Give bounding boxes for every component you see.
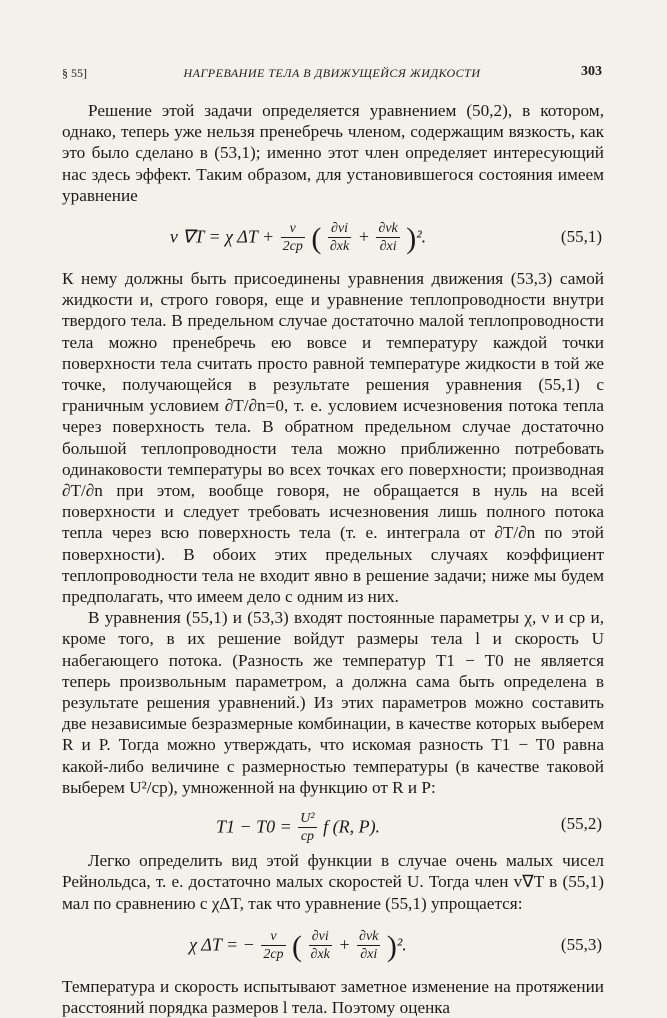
eq3-t1-num: ∂vi (309, 929, 332, 946)
eq1-t1-num: ∂vi (328, 221, 351, 238)
eq1-lhs: v ∇T = χ ΔT + (169, 226, 275, 247)
eq1-term2 (376, 221, 399, 256)
eq1-t2-num: ∂vk (378, 221, 398, 237)
eq2-frac-num: U² (300, 811, 315, 827)
eq3-plus: + (338, 934, 351, 955)
paragraph-5: Температура и скорость испытывают заметное изменение на протяжении расстояний порядка размеров l тела. Поэтому оценка (62, 976, 604, 1017)
page-number: 303 (581, 64, 602, 79)
eq1-plus: + (357, 226, 370, 247)
equation-number-55-2: (55,2) (560, 814, 602, 834)
eq3-close-paren: ) (386, 929, 397, 963)
paragraph-2: К нему должны быть присоединены уравнения движения (53,3) самой жидкости и, строго говоря, еще и уравнение теплопроводности внутри твердого тела. В предельном случае достаточно малой теплопроводности тела можно пренебречь ею вовсе и температуру каждой точки поверхности тела считать просто равной температуре жидкости в той же точке, получающейся в результате решения уравнения (55,1) с граничным условием ∂T/∂n=0, т. е. условием исчезновения потока тепла через поверхность тела. В обратном предельном случае достаточно большой теплопроводности тела можно приближенно потребовать одинаковости температуры во всех точках его поверхности; производная ∂T/∂n при этом, вообще говоря, не обращается в нуль на всей поверхности и следует требовать исчезновения лишь полного потока тепла через всю поверхность тела (т. е. интеграла от ∂T/∂n по этой поверхности). В обоих этих предельных случаях коэффициент теплопроводности тела не входит явно в решение задачи; ниже мы будем предполагать, что имеем дело с одним из них. (62, 269, 604, 607)
running-header (60, 62, 604, 84)
equation-55-3-body (62, 929, 534, 964)
eq1-t2-den: ∂xi (379, 239, 397, 255)
paragraph-4: Легко определить вид этой функции в случае очень малых чисел Рейнольдса, т. е. достаточно малых скоростей U. Тогда член v∇T в (55,1) мал по сравнению с χΔT, так что уравнение (55,1) упрощается: (62, 851, 604, 913)
eq2-lhs: T1 − T0 = (215, 816, 292, 837)
eq2-fraction (298, 811, 316, 846)
eq3-lhs: χ ΔT = − (189, 934, 255, 955)
section-number: § 55] (62, 66, 87, 80)
eq3-t2-num: ∂vk (359, 928, 379, 944)
equation-55-2-body (62, 811, 534, 846)
paragraph-1: Решение этой задачи определяется уравнением (50,2), в котором, однако, теперь уже нельзя пренебречь членом, содержащим вязкость, как это было сделано в (53,1); именно этот член определяет интересующий нас здесь эффект. Таким образом, для установившегося состояния имеем уравнение (62, 101, 604, 205)
running-title: НАГРЕВАНИЕ ТЕЛА В ДВИЖУЩЕЙСЯ ЖИДКОСТИ (183, 66, 481, 80)
equation-55-2 (62, 803, 604, 847)
eq3-term1 (309, 929, 332, 964)
page-body (62, 100, 604, 1018)
eq3-term2 (357, 929, 380, 964)
equation-55-3 (62, 919, 604, 973)
eq3-coefficient (261, 929, 285, 964)
eq1-tail: ². (416, 226, 427, 247)
eq1-term1 (328, 221, 351, 256)
eq1-t1-den: ∂xk (329, 239, 350, 255)
eq1-open-paren: ( (311, 221, 322, 255)
eq2-frac-den: cp (300, 829, 315, 845)
eq1-coef-num: ν (281, 221, 305, 238)
eq3-t2-den: ∂xi (360, 946, 378, 962)
eq3-t1-den: ∂xk (310, 946, 330, 962)
eq3-coef-num: ν (261, 929, 285, 946)
paragraph-3: В уравнения (55,1) и (53,3) входят постоянные параметры χ, ν и cp и, кроме того, в их решение войдут размеры тела l и скорость U набегающего потока. (Разность же температур T1 − T0 не является теперь произвольным параметром, а должна сама быть определена в результате решения уравнений.) Из этих параметров можно составить две независимые безразмерные комбинации, в качестве которых выберем R и P. Тогда можно утверждать, что искомая разность T1 − T0 равна какой-либо величине с размерностью температуры (в качестве таковой выберем U²/cp), умноженной на функцию от R и P: (62, 608, 604, 797)
eq2-rhs: f (R, P). (323, 816, 381, 837)
eq1-coefficient (281, 221, 305, 256)
eq1-close-paren: ) (406, 221, 417, 255)
equation-number-55-3: (55,3) (560, 934, 602, 954)
eq3-coef-den: 2cp (263, 946, 284, 962)
eq3-open-paren: ( (292, 929, 303, 963)
equation-55-1-body (62, 221, 534, 256)
equation-55-1 (62, 211, 604, 265)
eq1-coef-den: 2cp (282, 239, 303, 255)
eq3-tail: ². (396, 934, 407, 955)
equation-number-55-1: (55,1) (560, 227, 602, 247)
